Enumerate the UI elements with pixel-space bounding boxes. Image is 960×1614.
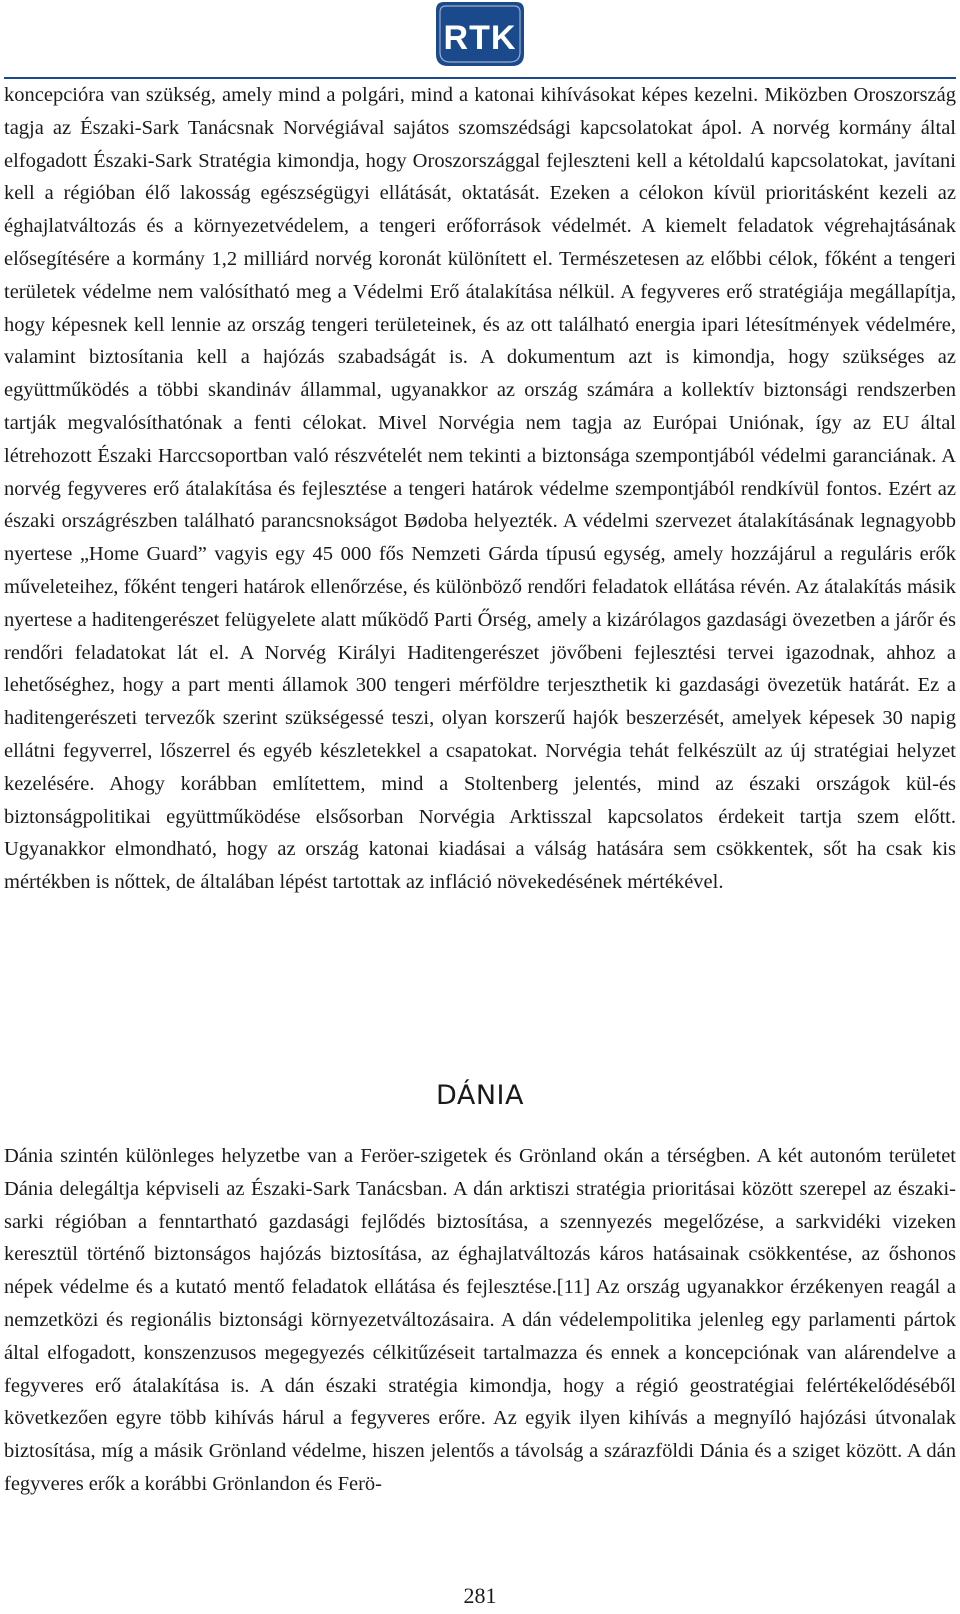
logo-text: RTK (443, 19, 517, 57)
body-paragraph-1 (4, 79, 956, 899)
rtk-logo (422, 0, 538, 70)
paragraph-text: koncepcióra van szükség, amely mind a polgári, mind a katonai kihívásokat képes kezelni. Miközben Oroszország tagja az Északi-Sark Tanácsnak Norvégiával sajátos szomszédsági kapcsolatokat ápol. A norvég kormány által elfogadott Északi-Sark Stratégia kimondja, hogy Oroszországgal fejleszteni kell a kétoldalú kapcsolatokat, javítani kell a régióban élő lakosság egészségügyi ellátását, oktatását. Ezeken a célokon kívül prioritásként kezeli az éghajlatváltozás és a környezetvédelem, a tengeri erőforrások védelmét. A kiemelt feladatok végrehajtásának elősegítésére a kormány 1,2 milliárd norvég koronát különített el. Természetesen az előbbi célok, főként a tengeri területek védelme nem valósítható meg a Védelmi Erő átalakítása nélkül. A fegyveres erő stratégiája megállapítja, hogy képesnek kell lennie az ország tengeri területeinek, és az ott található energia ipari létesítmények védelmére, valamint biztosítania kell a hajózás szabadságát is. A dokumentum azt is kimondja, hogy szükséges az együttműködés a többi skandináv állammal, ugyanakkor az ország számára a kollektív biztonsági rendszerben tartják megvalósíthatónak a fenti célokat. Mivel Norvégia nem tagja az Európai Uniónak, így az EU által létrehozott Északi Harccsoportban való részvételét nem tekinti a biztonsága szempontjából védelmi garanciának. A norvég fegyveres erő átalakítása és fejlesztése a tengeri határok védelme szempontjából rendkívül fontos. Ezért az északi országrészben található parancsnokságot Bødoba helyezték. A védelmi szervezet átalakításának legnagyobb nyertese „Home Guard” vagyis egy 45 000 fős Nemzeti Gárda típusú egység, amely hozzájárul a reguláris erők műveleteihez, főként tengeri határok ellenőrzése, és különböző rendőri feladatok ellátása révén. Az átalakítás másik nyertese a haditengerészet felügyelete alatt működő Parti Őrség, amely a kizárólagos gazdasági övezetben a járőr és rendőri feladatokat lát el. A Norvég Királyi Haditengerészet jövőbeni fejlesztési tervei igazodnak, ahhoz a lehetőséghez, hogy a part menti államok 300 tengeri mérföldre terjeszthetik ki gazdasági övezetük határát. Ez a haditengerészeti tervezők szerint szükségessé teszi, olyan korszerű hajók beszerzését, amelyek képesek 30 napig ellátni fegyverrel, lőszerrel és egyéb készletekkel a csapatokat. Norvégia tehát felkészült az új stratégiai helyzet kezelésére. Ahogy korábban említettem, mind a Stoltenberg jelentés, mind az északi országok kül-és biztonságpolitikai együttműködése elsősorban Norvégia Arktisszal kapcsolatos érdekeit tartja szem előtt. Ugyanakkor elmondható, hogy az ország katonai kiadásai a válság hatására sem csökkentek, sőt ha csak kis mértékben is nőttek, de általában lépést tartottak az infláció növekedésének mértékével. (4, 84, 956, 894)
page-number: 281 (463, 1583, 497, 1608)
section-heading: DÁNIA (436, 1080, 524, 1111)
paragraph-text: Dánia szintén különleges helyzetbe van a Feröer-szigetek és Grönland okán a térségben. A két autonóm területet Dánia delegáltja képviseli az Északi-Sark Tanácsban. A dán arktiszi stratégia prioritásai között szerepel az északi-sarki régióban a fenntartható gazdasági fejlődés biztosítása, a szennyezés megelőzése, a sarkvidéki vizeken keresztül történő biztonságos hajózás biztosítása, az éghajlatváltozás káros hatásainak csökkentése, az őshonos népek védelme és a kutató mentő feladatok ellátása és fejlesztése.[11] Az ország ugyanakkor érzékenyen reagál a nemzetközi és regionális biztonsági környezetváltozásaira. A dán védelempolitika jelenleg egy parlamenti pártok által elfogadott, konszenzusos megegyezés célkitűzéseit tartalmazza és ennek a koncepciónak van alárendelve a fegyveres erő átalakítása is. A dán északi stratégia kimondja, hogy a régió geostratégiai felértékelődéséből következően egyre több kihívás hárul a fegyveres erőre. Az egyik ilyen kihívás a megnyíló hajózási útvonalak biztosítása, míg a másik Grönland védelme, hiszen jelentős a távolság a szárazföldi Dánia és a sziget között. A dán fegyveres erők a korábbi Grönlandon és Ferö- (4, 1145, 956, 1495)
body-paragraph-2 (4, 1140, 956, 1501)
